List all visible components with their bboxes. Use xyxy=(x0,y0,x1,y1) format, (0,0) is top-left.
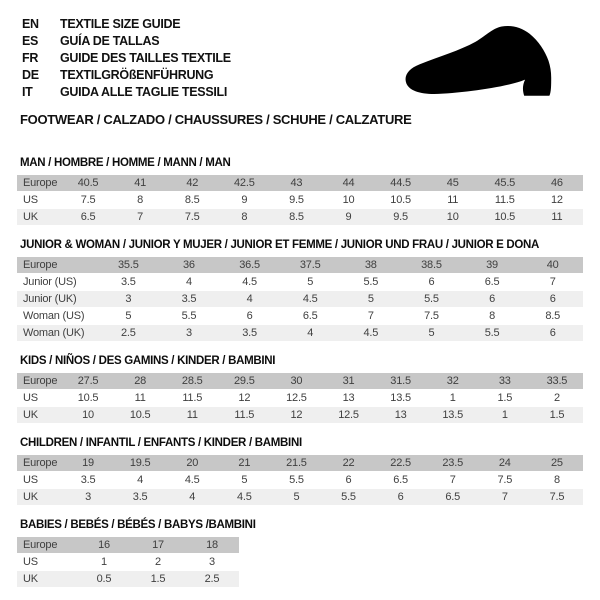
size-value-cell: 42.5 xyxy=(218,175,270,191)
size-value-cell: 19.5 xyxy=(114,455,166,471)
size-value-cell: 6 xyxy=(375,489,427,505)
size-value-cell: 3.5 xyxy=(62,472,114,488)
size-value-cell: 8.5 xyxy=(270,209,322,225)
table-row xyxy=(17,472,583,488)
table-row xyxy=(17,554,239,570)
size-value-cell: 9 xyxy=(322,209,374,225)
size-value-cell: 5 xyxy=(218,472,270,488)
table-row xyxy=(17,373,583,389)
table-row xyxy=(17,489,583,505)
size-value-cell: 1.5 xyxy=(479,390,531,406)
table-row xyxy=(17,455,583,471)
row-label-cell: UK xyxy=(17,209,62,225)
size-value-cell: 17 xyxy=(131,537,185,553)
size-value-cell: 5 xyxy=(270,489,322,505)
size-value-cell: 20 xyxy=(166,455,218,471)
row-label-cell: Europe xyxy=(17,373,62,389)
size-value-cell: 3 xyxy=(98,291,159,307)
language-label: GUÍA DE TALLAS xyxy=(60,34,160,48)
size-value-cell: 10 xyxy=(427,209,479,225)
row-label-cell: Europe xyxy=(17,537,77,553)
language-code: ES xyxy=(22,34,39,48)
row-label-cell: Woman (US) xyxy=(17,308,98,324)
size-value-cell: 7.5 xyxy=(531,489,583,505)
row-label-cell: Europe xyxy=(17,455,62,471)
table-row xyxy=(17,571,239,587)
size-value-cell: 6 xyxy=(522,325,583,341)
size-value-cell: 1 xyxy=(77,554,131,570)
section-title: CHILDREN / INFANTIL / ENFANTS / KINDER / BAMBINI xyxy=(20,437,302,449)
table-row xyxy=(17,390,583,406)
size-value-cell: 6 xyxy=(401,274,462,290)
size-table xyxy=(17,174,583,226)
size-value-cell: 13.5 xyxy=(427,407,479,423)
size-value-cell: 5.5 xyxy=(270,472,322,488)
size-value-cell: 6 xyxy=(522,291,583,307)
size-value-cell: 44.5 xyxy=(375,175,427,191)
row-label-cell: UK xyxy=(17,489,62,505)
size-value-cell: 3.5 xyxy=(219,325,280,341)
size-value-cell: 11 xyxy=(114,390,166,406)
size-value-cell: 9.5 xyxy=(270,192,322,208)
size-value-cell: 7 xyxy=(427,472,479,488)
size-value-cell: 4.5 xyxy=(341,325,402,341)
size-value-cell: 6 xyxy=(462,291,523,307)
size-value-cell: 27.5 xyxy=(62,373,114,389)
size-value-cell: 10.5 xyxy=(375,192,427,208)
size-value-cell: 45 xyxy=(427,175,479,191)
table-row xyxy=(17,537,239,553)
size-value-cell: 12 xyxy=(218,390,270,406)
size-value-cell: 31.5 xyxy=(375,373,427,389)
size-value-cell: 7.5 xyxy=(166,209,218,225)
size-value-cell: 2.5 xyxy=(98,325,159,341)
size-value-cell: 11 xyxy=(531,209,583,225)
section-title: BABIES / BEBÉS / BÉBÉS / BABYS /BAMBINI xyxy=(20,519,256,531)
size-value-cell: 8 xyxy=(462,308,523,324)
size-value-cell: 3 xyxy=(159,325,220,341)
size-value-cell: 43 xyxy=(270,175,322,191)
size-value-cell: 11.5 xyxy=(166,390,218,406)
size-value-cell: 5.5 xyxy=(462,325,523,341)
size-value-cell: 35.5 xyxy=(98,257,159,273)
size-value-cell: 8.5 xyxy=(166,192,218,208)
table-row xyxy=(17,209,583,225)
language-label: TEXTILGRÖßENFÜHRUNG xyxy=(60,68,214,82)
table-row xyxy=(17,407,583,423)
size-value-cell: 4 xyxy=(219,291,280,307)
size-value-cell: 5.5 xyxy=(401,291,462,307)
size-value-cell: 8 xyxy=(531,472,583,488)
size-value-cell: 42 xyxy=(166,175,218,191)
size-value-cell: 7 xyxy=(341,308,402,324)
language-code: EN xyxy=(22,17,39,31)
language-code: FR xyxy=(22,51,39,65)
size-value-cell: 3.5 xyxy=(159,291,220,307)
table-row xyxy=(17,175,583,191)
size-value-cell: 37.5 xyxy=(280,257,341,273)
size-value-cell: 5 xyxy=(341,291,402,307)
size-value-cell: 33.5 xyxy=(531,373,583,389)
size-value-cell: 1 xyxy=(479,407,531,423)
language-code: IT xyxy=(22,85,33,99)
size-value-cell: 19 xyxy=(62,455,114,471)
size-value-cell: 3.5 xyxy=(114,489,166,505)
size-value-cell: 10 xyxy=(62,407,114,423)
size-value-cell: 6.5 xyxy=(62,209,114,225)
row-label-cell: UK xyxy=(17,571,77,587)
size-value-cell: 38 xyxy=(341,257,402,273)
size-value-cell: 3 xyxy=(185,554,239,570)
size-table xyxy=(17,372,583,424)
size-value-cell: 5 xyxy=(401,325,462,341)
row-label-cell: Woman (UK) xyxy=(17,325,98,341)
size-value-cell: 4 xyxy=(166,489,218,505)
size-value-cell: 6.5 xyxy=(462,274,523,290)
table-row xyxy=(17,257,583,273)
size-value-cell: 22 xyxy=(322,455,374,471)
size-value-cell: 7.5 xyxy=(401,308,462,324)
size-value-cell: 7 xyxy=(522,274,583,290)
section-title: KIDS / NIÑOS / DES GAMINS / KINDER / BAMBINI xyxy=(20,355,276,367)
size-value-cell: 28 xyxy=(114,373,166,389)
size-value-cell: 4 xyxy=(114,472,166,488)
row-label-cell: US xyxy=(17,472,62,488)
table-row xyxy=(17,274,583,290)
size-value-cell: 6 xyxy=(219,308,280,324)
size-value-cell: 6.5 xyxy=(427,489,479,505)
size-value-cell: 40 xyxy=(522,257,583,273)
size-value-cell: 9.5 xyxy=(375,209,427,225)
size-value-cell: 18 xyxy=(185,537,239,553)
size-value-cell: 4.5 xyxy=(280,291,341,307)
size-value-cell: 12 xyxy=(531,192,583,208)
size-value-cell: 4 xyxy=(280,325,341,341)
size-value-cell: 1.5 xyxy=(531,407,583,423)
size-value-cell: 7 xyxy=(114,209,166,225)
row-label-cell: US xyxy=(17,192,62,208)
size-value-cell: 32 xyxy=(427,373,479,389)
language-label: TEXTILE SIZE GUIDE xyxy=(60,17,181,31)
size-value-cell: 12 xyxy=(270,407,322,423)
size-value-cell: 2 xyxy=(531,390,583,406)
size-table-section xyxy=(17,437,600,506)
table-row xyxy=(17,192,583,208)
size-value-cell: 13.5 xyxy=(375,390,427,406)
size-value-cell: 33 xyxy=(479,373,531,389)
size-table-section xyxy=(17,157,600,226)
size-value-cell: 7 xyxy=(479,489,531,505)
size-table-section xyxy=(17,355,600,424)
size-value-cell: 38.5 xyxy=(401,257,462,273)
language-label: GUIDE DES TAILLES TEXTILE xyxy=(60,51,231,65)
size-value-cell: 6.5 xyxy=(375,472,427,488)
size-value-cell: 8.5 xyxy=(522,308,583,324)
shoe-icon xyxy=(395,13,585,103)
size-value-cell: 11 xyxy=(427,192,479,208)
size-value-cell: 6.5 xyxy=(280,308,341,324)
size-value-cell: 2 xyxy=(131,554,185,570)
size-tables xyxy=(17,157,600,588)
size-value-cell: 22.5 xyxy=(375,455,427,471)
size-value-cell: 31 xyxy=(322,373,374,389)
size-value-cell: 10 xyxy=(322,192,374,208)
size-value-cell: 13 xyxy=(375,407,427,423)
row-label-cell: US xyxy=(17,554,77,570)
size-value-cell: 21.5 xyxy=(270,455,322,471)
size-value-cell: 4.5 xyxy=(166,472,218,488)
size-value-cell: 21 xyxy=(218,455,270,471)
size-value-cell: 11 xyxy=(166,407,218,423)
size-value-cell: 8 xyxy=(218,209,270,225)
size-value-cell: 12.5 xyxy=(270,390,322,406)
size-value-cell: 10.5 xyxy=(114,407,166,423)
size-value-cell: 9 xyxy=(218,192,270,208)
size-table xyxy=(17,454,583,506)
size-value-cell: 8 xyxy=(114,192,166,208)
size-value-cell: 36.5 xyxy=(219,257,280,273)
size-value-cell: 41 xyxy=(114,175,166,191)
table-row xyxy=(17,291,583,307)
size-table-section xyxy=(17,239,600,342)
size-value-cell: 4 xyxy=(159,274,220,290)
language-label: GUIDA ALLE TAGLIE TESSILI xyxy=(60,85,228,99)
size-value-cell: 10.5 xyxy=(479,209,531,225)
size-table xyxy=(17,536,239,588)
size-value-cell: 29.5 xyxy=(218,373,270,389)
category-title: FOOTWEAR / CALZADO / CHAUSSURES / SCHUHE / CALZATURE xyxy=(20,112,412,127)
size-value-cell: 5 xyxy=(98,308,159,324)
size-value-cell: 7.5 xyxy=(479,472,531,488)
size-value-cell: 30 xyxy=(270,373,322,389)
size-value-cell: 0.5 xyxy=(77,571,131,587)
size-value-cell: 3 xyxy=(62,489,114,505)
size-value-cell: 25 xyxy=(531,455,583,471)
size-value-cell: 5.5 xyxy=(341,274,402,290)
size-value-cell: 7.5 xyxy=(62,192,114,208)
row-label-cell: Junior (UK) xyxy=(17,291,98,307)
section-title: MAN / HOMBRE / HOMME / MANN / MAN xyxy=(20,157,231,169)
size-value-cell: 5.5 xyxy=(322,489,374,505)
table-row xyxy=(17,325,583,341)
size-value-cell: 16 xyxy=(77,537,131,553)
section-title: JUNIOR & WOMAN / JUNIOR Y MUJER / JUNIOR ET FEMME / JUNIOR UND FRAU / JUNIOR E DONA xyxy=(20,239,540,251)
row-label-cell: US xyxy=(17,390,62,406)
size-value-cell: 2.5 xyxy=(185,571,239,587)
size-value-cell: 44 xyxy=(322,175,374,191)
size-value-cell: 23.5 xyxy=(427,455,479,471)
size-value-cell: 28.5 xyxy=(166,373,218,389)
row-label-cell: Junior (US) xyxy=(17,274,98,290)
size-value-cell: 1 xyxy=(427,390,479,406)
size-value-cell: 5 xyxy=(280,274,341,290)
row-label-cell: Europe xyxy=(17,175,62,191)
language-code: DE xyxy=(22,68,39,82)
size-value-cell: 46 xyxy=(531,175,583,191)
size-table-section xyxy=(17,519,600,588)
size-value-cell: 10.5 xyxy=(62,390,114,406)
table-row xyxy=(17,308,583,324)
size-value-cell: 3.5 xyxy=(98,274,159,290)
size-value-cell: 1.5 xyxy=(131,571,185,587)
size-value-cell: 4.5 xyxy=(219,274,280,290)
size-value-cell: 13 xyxy=(322,390,374,406)
size-value-cell: 12.5 xyxy=(322,407,374,423)
size-value-cell: 6 xyxy=(322,472,374,488)
size-value-cell: 11.5 xyxy=(218,407,270,423)
size-value-cell: 4.5 xyxy=(218,489,270,505)
size-value-cell: 39 xyxy=(462,257,523,273)
row-label-cell: UK xyxy=(17,407,62,423)
row-label-cell: Europe xyxy=(17,257,98,273)
size-value-cell: 36 xyxy=(159,257,220,273)
size-value-cell: 24 xyxy=(479,455,531,471)
size-value-cell: 5.5 xyxy=(159,308,220,324)
size-value-cell: 40.5 xyxy=(62,175,114,191)
size-table xyxy=(17,256,583,342)
size-value-cell: 45.5 xyxy=(479,175,531,191)
size-value-cell: 11.5 xyxy=(479,192,531,208)
